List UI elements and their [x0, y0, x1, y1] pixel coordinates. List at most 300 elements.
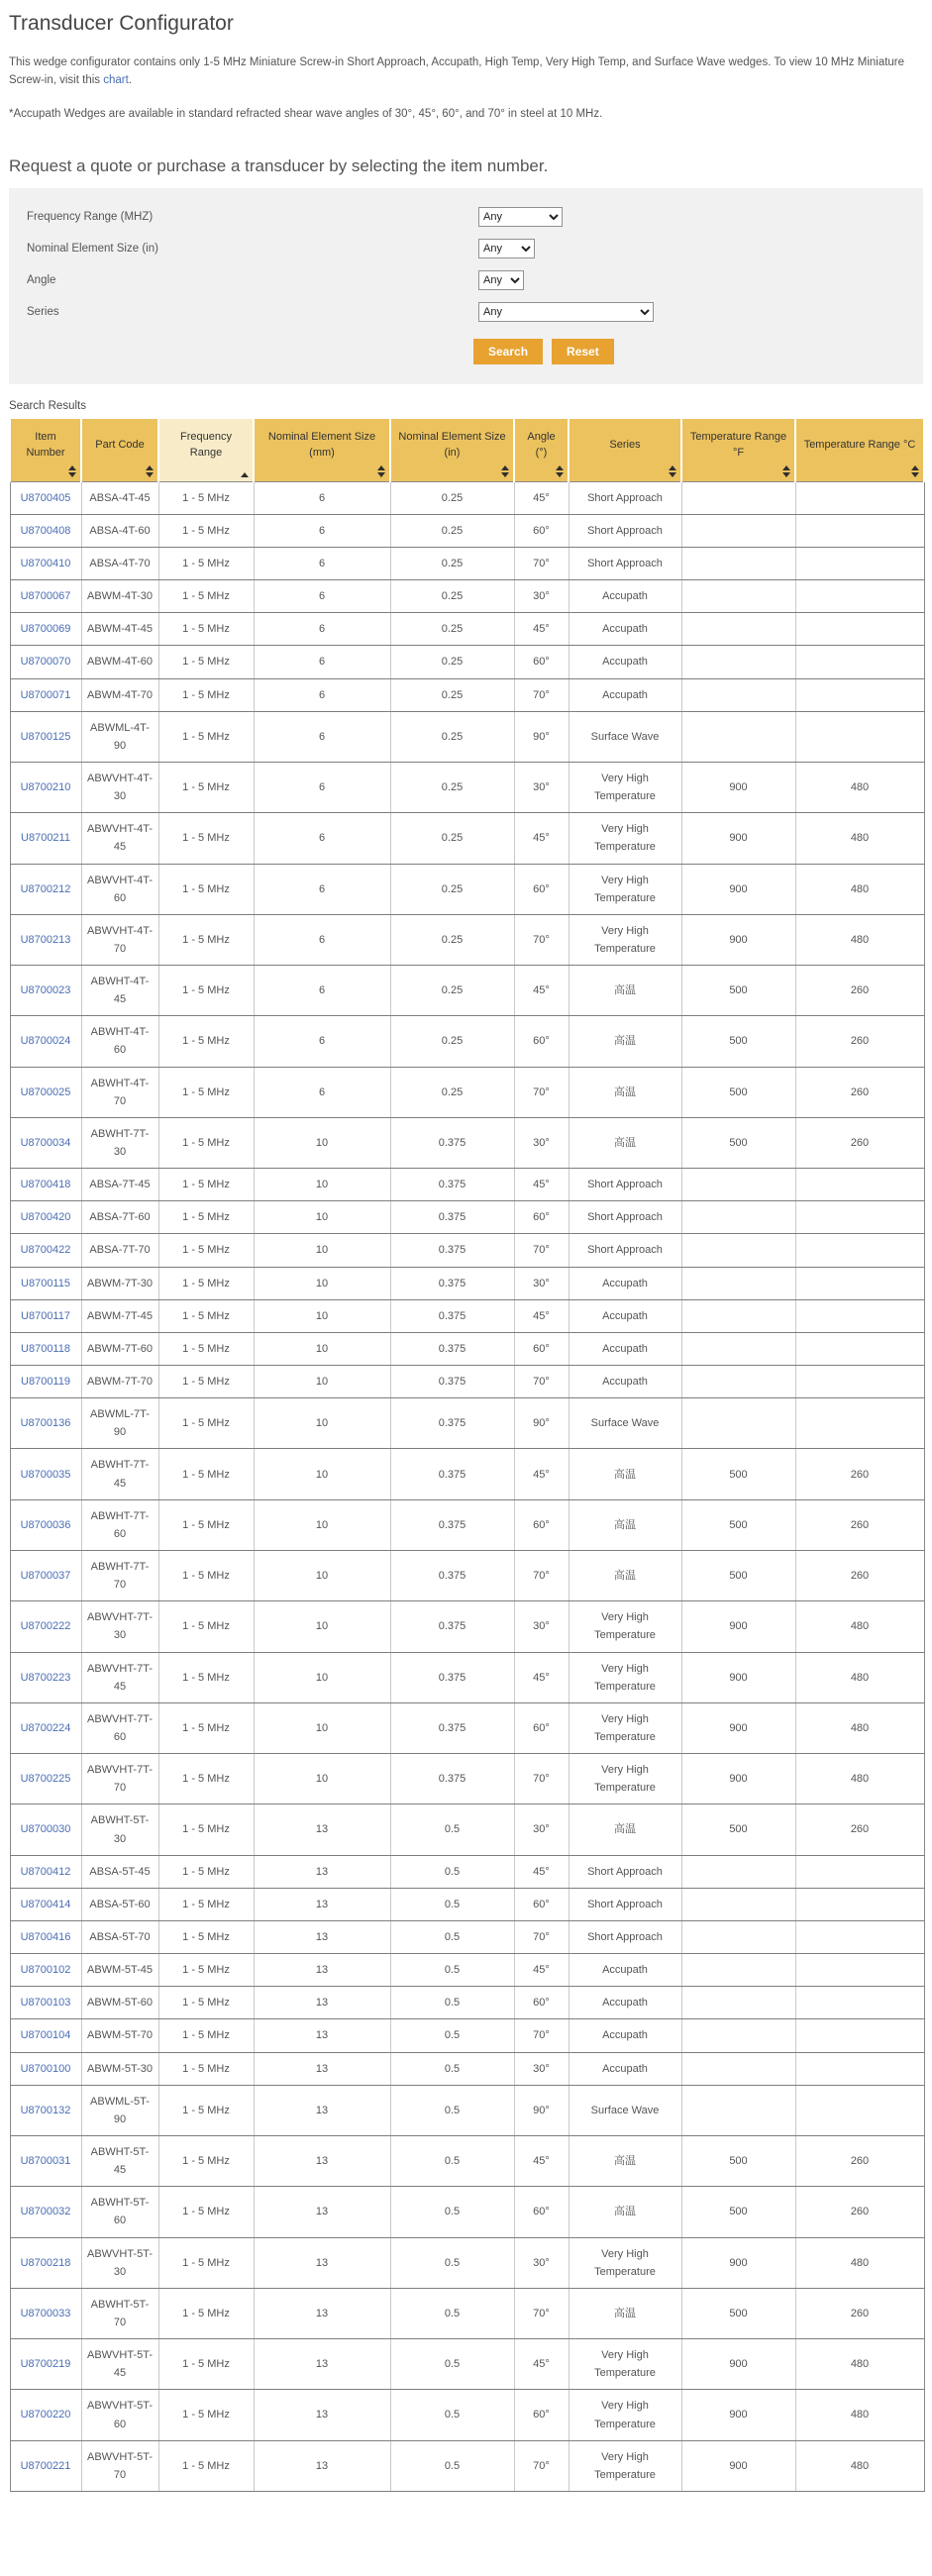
item-number-cell — [10, 2019, 81, 2052]
table-cell: 10 — [254, 1754, 390, 1804]
table-cell: 0.375 — [390, 1332, 514, 1365]
sort-both-icon — [782, 465, 790, 477]
table-cell: 高温 — [569, 1016, 681, 1067]
item-number-link[interactable]: U8700219 — [20, 2358, 71, 2371]
item-number-cell — [10, 1804, 81, 1855]
column-header-4[interactable] — [254, 418, 390, 481]
item-number-link[interactable]: U8700102 — [20, 1964, 71, 1977]
table-cell — [681, 1920, 795, 1953]
table-cell: 1 - 5 MHz — [158, 547, 254, 579]
item-number-cell — [10, 1652, 81, 1702]
table-cell: 60° — [514, 1888, 569, 1920]
item-number-cell — [10, 1855, 81, 1888]
table-cell: 1 - 5 MHz — [158, 813, 254, 864]
table-cell: 70° — [514, 1551, 569, 1601]
table-cell: 13 — [254, 1855, 390, 1888]
column-header-label: Part Code — [95, 439, 145, 452]
table-cell — [681, 1954, 795, 1987]
table-cell: 0.25 — [390, 481, 514, 514]
item-number-link[interactable]: U8700067 — [20, 590, 71, 603]
table-cell: 13 — [254, 1804, 390, 1855]
table-row — [10, 514, 924, 547]
item-number-link[interactable]: U8700025 — [20, 1085, 71, 1098]
table-cell: ABWVHT-7T-30 — [81, 1601, 158, 1652]
item-number-link[interactable]: U8700023 — [20, 984, 71, 997]
table-cell: ABWM-7T-30 — [81, 1267, 158, 1299]
table-cell: 260 — [795, 1117, 924, 1168]
table-cell: 0.5 — [390, 1888, 514, 1920]
table-cell: 0.5 — [390, 2052, 514, 2085]
table-cell: 13 — [254, 2187, 390, 2237]
table-cell: 0.25 — [390, 678, 514, 711]
table-cell: Short Approach — [569, 1920, 681, 1953]
table-cell: 6 — [254, 678, 390, 711]
table-cell: 1 - 5 MHz — [158, 1299, 254, 1332]
table-cell: 1 - 5 MHz — [158, 1169, 254, 1201]
item-number-link[interactable]: U8700071 — [20, 688, 71, 701]
table-cell: Accupath — [569, 1987, 681, 2019]
table-cell: 1 - 5 MHz — [158, 580, 254, 613]
item-number-link[interactable]: U8700416 — [20, 1930, 71, 1943]
filter-row-frequency — [27, 206, 905, 228]
item-number-link[interactable]: U8700405 — [20, 491, 71, 504]
table-cell — [795, 1987, 924, 2019]
table-cell: 45° — [514, 1299, 569, 1332]
table-cell: 260 — [795, 1499, 924, 1550]
table-row — [10, 678, 924, 711]
item-number-cell — [10, 914, 81, 965]
item-number-link[interactable]: U8700210 — [20, 781, 71, 793]
table-cell: ABWHT-7T-70 — [81, 1551, 158, 1601]
table-cell: 480 — [795, 2237, 924, 2288]
table-cell: 0.375 — [390, 1449, 514, 1499]
intro-text: This wedge configurator contains only 1-5 MHz Miniature Screw-in Short Approach, Accupath, High Temp, Very High Temp, and Surface Wave wedges. To view 10 MHz Miniature Screw-in, visit this — [9, 56, 905, 87]
table-cell: 1 - 5 MHz — [158, 1754, 254, 1804]
table-cell: 1 - 5 MHz — [158, 914, 254, 965]
item-number-link[interactable]: U8700412 — [20, 1865, 71, 1878]
table-cell: 6 — [254, 762, 390, 812]
table-row — [10, 1601, 924, 1652]
table-cell: Accupath — [569, 1267, 681, 1299]
series-select[interactable] — [478, 302, 654, 322]
table-cell: 10 — [254, 1652, 390, 1702]
column-header-8[interactable] — [681, 418, 795, 481]
item-number-link[interactable]: U8700070 — [20, 656, 71, 669]
item-number-link[interactable]: U8700119 — [21, 1376, 70, 1389]
table-cell: 45° — [514, 1954, 569, 1987]
results-table — [9, 417, 925, 2492]
table-row — [10, 2440, 924, 2491]
table-cell: 480 — [795, 2440, 924, 2491]
item-number-link[interactable]: U8700125 — [20, 730, 71, 743]
table-cell — [681, 1299, 795, 1332]
item-number-link[interactable]: U8700221 — [20, 2459, 71, 2472]
table-cell: 0.375 — [390, 1267, 514, 1299]
table-cell: 0.25 — [390, 547, 514, 579]
item-number-link[interactable]: U8700136 — [20, 1417, 71, 1430]
item-number-cell — [10, 1117, 81, 1168]
item-number-cell — [10, 762, 81, 812]
item-number-cell — [10, 813, 81, 864]
item-number-link[interactable]: U8700220 — [20, 2409, 71, 2421]
table-cell — [795, 1332, 924, 1365]
table-cell — [681, 2019, 795, 2052]
item-number-cell — [10, 711, 81, 762]
table-cell: Very High Temperature — [569, 762, 681, 812]
table-cell: 1 - 5 MHz — [158, 762, 254, 812]
table-cell: Very High Temperature — [569, 813, 681, 864]
table-cell: 500 — [681, 1016, 795, 1067]
table-row — [10, 1652, 924, 1702]
reset-button[interactable]: Reset — [552, 339, 614, 364]
table-cell: 1 - 5 MHz — [158, 1888, 254, 1920]
item-number-cell — [10, 613, 81, 646]
table-cell: 1 - 5 MHz — [158, 2288, 254, 2338]
table-row — [10, 613, 924, 646]
results-table-head — [10, 418, 924, 481]
item-number-cell — [10, 2187, 81, 2237]
item-number-cell — [10, 2237, 81, 2288]
table-cell: 0.375 — [390, 1201, 514, 1234]
item-number-link[interactable]: U8700035 — [20, 1468, 71, 1481]
table-cell: 1 - 5 MHz — [158, 1499, 254, 1550]
item-number-cell — [10, 678, 81, 711]
table-row — [10, 1954, 924, 1987]
table-cell: 13 — [254, 2237, 390, 2288]
table-cell: ABWM-7T-45 — [81, 1299, 158, 1332]
column-header-2[interactable] — [81, 418, 158, 481]
table-cell — [795, 514, 924, 547]
column-header-label: Item Number — [26, 430, 65, 460]
column-header-6[interactable] — [514, 418, 569, 481]
table-cell: 1 - 5 MHz — [158, 1449, 254, 1499]
table-cell — [681, 1855, 795, 1888]
item-number-cell — [10, 580, 81, 613]
table-cell: ABWHT-5T-60 — [81, 2187, 158, 2237]
table-cell: 0.5 — [390, 1855, 514, 1888]
table-cell: 500 — [681, 966, 795, 1016]
item-number-link[interactable]: U8700410 — [20, 557, 71, 569]
table-cell: 0.5 — [390, 2085, 514, 2135]
table-cell: 1 - 5 MHz — [158, 1201, 254, 1234]
table-cell — [795, 1398, 924, 1449]
table-cell: ABWML-5T-90 — [81, 2085, 158, 2135]
table-cell: 13 — [254, 2339, 390, 2390]
table-cell: Very High Temperature — [569, 1754, 681, 1804]
table-cell: 1 - 5 MHz — [158, 1366, 254, 1398]
table-row — [10, 1449, 924, 1499]
table-cell: Short Approach — [569, 1855, 681, 1888]
item-number-cell — [10, 514, 81, 547]
table-cell: 1 - 5 MHz — [158, 481, 254, 514]
column-header-9[interactable] — [795, 418, 924, 481]
column-header-7[interactable] — [569, 418, 681, 481]
table-cell: 0.25 — [390, 966, 514, 1016]
table-cell: 6 — [254, 1067, 390, 1117]
intro-paragraph — [9, 53, 923, 90]
table-cell: Very High Temperature — [569, 2390, 681, 2440]
table-cell: ABWHT-5T-30 — [81, 1804, 158, 1855]
table-cell: 900 — [681, 1652, 795, 1702]
table-cell: ABWHT-5T-45 — [81, 2135, 158, 2186]
item-number-link[interactable]: U8700213 — [20, 933, 71, 946]
table-cell: 900 — [681, 1601, 795, 1652]
table-cell: 70° — [514, 2019, 569, 2052]
table-cell: Short Approach — [569, 1201, 681, 1234]
item-number-link[interactable]: U8700100 — [20, 2062, 71, 2075]
table-row — [10, 2085, 924, 2135]
table-cell: 13 — [254, 2019, 390, 2052]
table-cell: 6 — [254, 514, 390, 547]
table-cell: ABSA-5T-60 — [81, 1888, 158, 1920]
table-cell: 900 — [681, 864, 795, 914]
table-cell: 13 — [254, 2085, 390, 2135]
item-number-link[interactable]: U8700418 — [20, 1179, 71, 1191]
table-cell: 70° — [514, 1067, 569, 1117]
table-cell: 高温 — [569, 1499, 681, 1550]
item-number-link[interactable]: U8700211 — [21, 832, 70, 845]
table-cell: Accupath — [569, 1366, 681, 1398]
table-cell: 高温 — [569, 1804, 681, 1855]
table-cell: 1 - 5 MHz — [158, 646, 254, 678]
angle-label: Angle — [27, 274, 56, 287]
table-cell: ABWHT-7T-45 — [81, 1449, 158, 1499]
table-row — [10, 1398, 924, 1449]
table-cell: ABWM-7T-70 — [81, 1366, 158, 1398]
table-row — [10, 1332, 924, 1365]
table-cell: 1 - 5 MHz — [158, 1987, 254, 2019]
table-cell: 0.375 — [390, 1652, 514, 1702]
item-number-link[interactable]: U8700118 — [21, 1342, 70, 1355]
item-number-link[interactable]: U8700223 — [20, 1671, 71, 1684]
item-number-link[interactable]: U8700031 — [20, 2155, 71, 2168]
table-cell — [681, 1398, 795, 1449]
item-number-cell — [10, 1398, 81, 1449]
table-cell: ABWM-5T-60 — [81, 1987, 158, 2019]
table-cell: 6 — [254, 646, 390, 678]
table-cell: 0.5 — [390, 2135, 514, 2186]
item-number-link[interactable]: U8700034 — [20, 1136, 71, 1149]
table-cell: 1 - 5 MHz — [158, 2135, 254, 2186]
sort-both-icon — [146, 465, 154, 477]
item-number-cell — [10, 2085, 81, 2135]
table-cell: 10 — [254, 1117, 390, 1168]
item-number-link[interactable]: U8700218 — [20, 2256, 71, 2269]
table-cell: Accupath — [569, 580, 681, 613]
item-number-link[interactable]: U8700132 — [20, 2104, 71, 2116]
item-number-link[interactable]: U8700420 — [20, 1211, 71, 1224]
table-cell: 0.375 — [390, 1551, 514, 1601]
item-number-link[interactable]: U8700225 — [20, 1773, 71, 1786]
table-cell: ABWHT-5T-70 — [81, 2288, 158, 2338]
item-number-link[interactable]: U8700224 — [20, 1721, 71, 1734]
table-row — [10, 547, 924, 579]
table-cell: 480 — [795, 1652, 924, 1702]
table-cell: Short Approach — [569, 514, 681, 547]
sort-asc-icon — [241, 472, 249, 477]
item-number-link[interactable]: U8700422 — [20, 1244, 71, 1257]
table-cell — [681, 1234, 795, 1267]
table-cell: 260 — [795, 2135, 924, 2186]
search-results-heading: Search Results — [9, 400, 86, 413]
item-number-link[interactable]: U8700103 — [20, 1997, 71, 2009]
table-cell: 0.25 — [390, 864, 514, 914]
table-cell — [795, 1855, 924, 1888]
chart-link[interactable]: chart — [103, 74, 129, 87]
element-size-select[interactable] — [478, 239, 535, 258]
table-cell: 45° — [514, 481, 569, 514]
item-number-cell — [10, 1449, 81, 1499]
table-row — [10, 481, 924, 514]
table-cell: 0.25 — [390, 762, 514, 812]
table-cell: 45° — [514, 613, 569, 646]
item-number-link[interactable]: U8700212 — [20, 882, 71, 895]
table-cell: 13 — [254, 1920, 390, 1953]
item-number-link[interactable]: U8700408 — [20, 524, 71, 537]
table-cell: 6 — [254, 613, 390, 646]
item-number-link[interactable]: U8700036 — [20, 1518, 71, 1531]
item-number-link[interactable]: U8700033 — [20, 2307, 71, 2319]
frequency-range-select[interactable] — [478, 207, 563, 227]
table-cell — [681, 613, 795, 646]
accupath-note: *Accupath Wedges are available in standard refracted shear wave angles of 30°, 45°, 60°, and 70° in steel at 10 MHz. — [9, 107, 603, 120]
table-cell: 30° — [514, 762, 569, 812]
table-cell: ABWM-4T-45 — [81, 613, 158, 646]
table-cell: 900 — [681, 2440, 795, 2491]
item-number-link[interactable]: U8700032 — [20, 2206, 71, 2218]
filter-row-angle — [27, 269, 905, 291]
search-button[interactable]: Search — [473, 339, 543, 364]
table-cell — [681, 1332, 795, 1365]
table-cell: Short Approach — [569, 547, 681, 579]
table-cell: 45° — [514, 1855, 569, 1888]
table-cell: Very High Temperature — [569, 1601, 681, 1652]
table-cell: 260 — [795, 1551, 924, 1601]
item-number-cell — [10, 1067, 81, 1117]
table-cell: 60° — [514, 1499, 569, 1550]
table-cell: Accupath — [569, 646, 681, 678]
table-cell: 60° — [514, 1702, 569, 1753]
table-cell: 30° — [514, 1117, 569, 1168]
table-cell: 45° — [514, 966, 569, 1016]
table-row — [10, 1016, 924, 1067]
item-number-link[interactable]: U8700069 — [20, 623, 71, 636]
table-row — [10, 1169, 924, 1201]
table-cell: 0.5 — [390, 1920, 514, 1953]
table-cell: 10 — [254, 1267, 390, 1299]
table-cell: 480 — [795, 1702, 924, 1753]
column-header-1[interactable] — [10, 418, 81, 481]
item-number-link[interactable]: U8700222 — [20, 1620, 71, 1633]
table-cell: 0.5 — [390, 1954, 514, 1987]
table-cell: ABWHT-7T-30 — [81, 1117, 158, 1168]
table-cell: 900 — [681, 2237, 795, 2288]
item-number-cell — [10, 2135, 81, 2186]
item-number-link[interactable]: U8700117 — [21, 1309, 70, 1322]
table-cell: 1 - 5 MHz — [158, 1234, 254, 1267]
item-number-link[interactable]: U8700024 — [20, 1035, 71, 1048]
table-cell: 10 — [254, 1169, 390, 1201]
table-cell: 1 - 5 MHz — [158, 1652, 254, 1702]
filter-row-element-size — [27, 238, 905, 259]
table-cell: 30° — [514, 2052, 569, 2085]
table-cell: 高温 — [569, 1067, 681, 1117]
table-cell: 480 — [795, 762, 924, 812]
table-cell: 900 — [681, 914, 795, 965]
table-cell: 1 - 5 MHz — [158, 678, 254, 711]
table-cell: 480 — [795, 864, 924, 914]
table-row — [10, 864, 924, 914]
table-cell: 高温 — [569, 2288, 681, 2338]
column-header-3[interactable] — [158, 418, 254, 481]
table-cell: 13 — [254, 2135, 390, 2186]
table-cell: 0.25 — [390, 514, 514, 547]
table-cell: 30° — [514, 1601, 569, 1652]
table-cell: ABWM-4T-70 — [81, 678, 158, 711]
item-number-link[interactable]: U8700115 — [21, 1277, 70, 1289]
table-cell — [681, 547, 795, 579]
table-cell: 0.5 — [390, 2339, 514, 2390]
table-cell: 10 — [254, 1449, 390, 1499]
request-quote-heading: Request a quote or purchase a transducer by selecting the item number. — [9, 156, 549, 176]
table-cell: 1 - 5 MHz — [158, 1920, 254, 1953]
table-cell: 900 — [681, 762, 795, 812]
table-cell: Accupath — [569, 1299, 681, 1332]
header-row — [10, 418, 924, 481]
table-row — [10, 1804, 924, 1855]
table-cell — [681, 1987, 795, 2019]
table-cell: 13 — [254, 2288, 390, 2338]
table-cell: 500 — [681, 1804, 795, 1855]
sort-both-icon — [68, 465, 76, 477]
page-title: Transducer Configurator — [9, 12, 234, 35]
table-cell: 480 — [795, 914, 924, 965]
column-header-label: Temperature Range °F — [689, 430, 787, 460]
table-cell: ABSA-7T-70 — [81, 1234, 158, 1267]
table-row — [10, 1499, 924, 1550]
item-number-link[interactable]: U8700037 — [20, 1570, 71, 1583]
item-number-cell — [10, 1299, 81, 1332]
column-header-5[interactable] — [390, 418, 514, 481]
item-number-cell — [10, 1601, 81, 1652]
table-cell: 6 — [254, 966, 390, 1016]
item-number-cell — [10, 1499, 81, 1550]
table-cell: 900 — [681, 1702, 795, 1753]
table-cell — [681, 2052, 795, 2085]
table-cell: Accupath — [569, 678, 681, 711]
series-label: Series — [27, 306, 59, 319]
table-cell: 1 - 5 MHz — [158, 1016, 254, 1067]
item-number-link[interactable]: U8700030 — [20, 1823, 71, 1836]
table-cell: 900 — [681, 2339, 795, 2390]
table-cell: 0.375 — [390, 1601, 514, 1652]
table-row — [10, 1299, 924, 1332]
table-cell: 0.25 — [390, 1067, 514, 1117]
item-number-link[interactable]: U8700414 — [20, 1898, 71, 1910]
table-row — [10, 1754, 924, 1804]
table-cell — [681, 580, 795, 613]
table-cell: 0.5 — [390, 1804, 514, 1855]
table-row — [10, 914, 924, 965]
table-row — [10, 2237, 924, 2288]
table-cell: 高温 — [569, 1449, 681, 1499]
table-cell: 0.375 — [390, 1366, 514, 1398]
item-number-link[interactable]: U8700104 — [20, 2029, 71, 2042]
table-cell: 1 - 5 MHz — [158, 966, 254, 1016]
item-number-cell — [10, 547, 81, 579]
angle-select[interactable] — [478, 270, 524, 290]
sort-both-icon — [669, 465, 676, 477]
